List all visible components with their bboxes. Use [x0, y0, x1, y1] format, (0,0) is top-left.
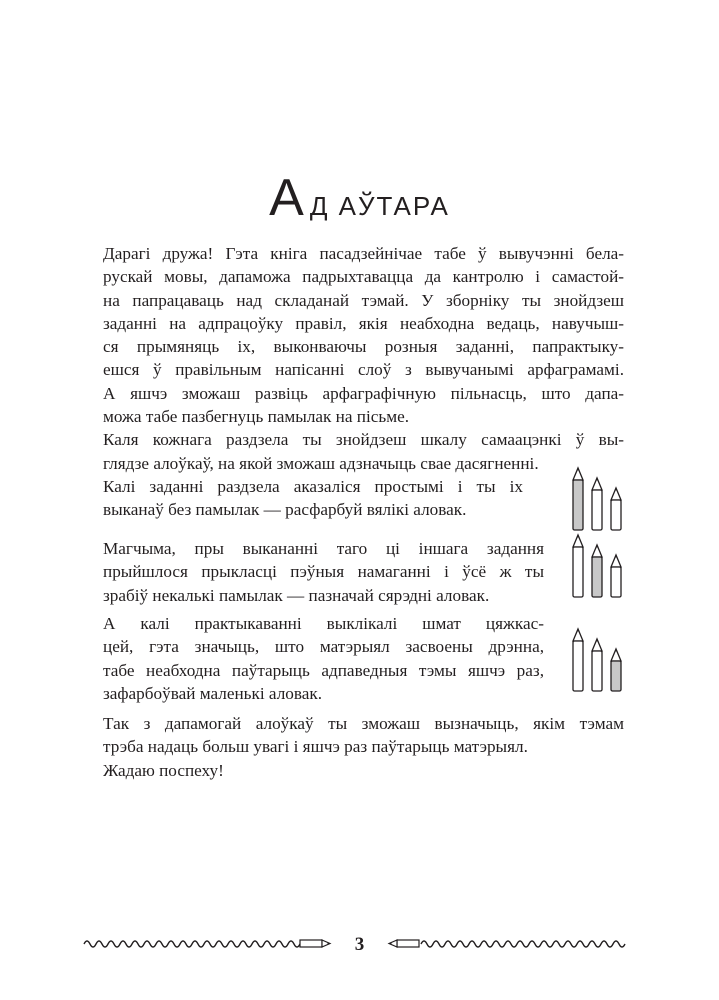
rating-paragraph-large: [103, 475, 523, 522]
page-title: [0, 168, 719, 228]
closing-paragraph: [103, 712, 624, 782]
rating-paragraph-small: [103, 612, 544, 705]
text-line: зрабіў некалькі памылак — пазначай сярэдні аловак.: [103, 585, 490, 605]
pencil-medium-icon: [592, 545, 602, 597]
text-line: трэба надаць больш увагі і яшчэ раз паўтарыць матэрыял.: [103, 737, 528, 757]
text-line: Дарагі дружа! Гэта кніга пасадзейнічае табе ў вывучэнні бела-: [103, 244, 624, 263]
text-line: заданні на адпрацоўку правіл, якія неабходна ведаць, навучыш-: [103, 313, 624, 333]
text-line: на папрацаваць над складанай тэмай. У зборніку ты знойдзеш: [103, 290, 624, 310]
text-line: А яшчэ зможаш развіць арфаграфічную пільнасць, што дапа-: [103, 383, 624, 403]
text-line: цей, гэта значыць, што матэрыял засвоены дрэнна,: [103, 637, 544, 657]
text-line: рускай мовы, дапаможа падрыхтавацца да кантролю і самастой-: [103, 267, 624, 287]
text-line: ешся ў правільным напісанні слоў з вывучанымі арфаграмамі.: [103, 360, 624, 380]
text-line: глядзе алоўкаў, на якой зможаш адзначыць свае дасягненні.: [103, 453, 539, 473]
text-line: прыйшлося прыкласці пэўныя намаганні і ўсё ж ты: [103, 562, 544, 582]
text-line: табе неабходна паўтарыць адпаведныя тэмы яшчэ раз,: [103, 660, 544, 680]
pencil-scale-medium-icon: [566, 533, 628, 603]
pencil-large-icon: [573, 629, 583, 691]
text-line: Магчыма, пры выкананні таго ці іншага задання: [103, 539, 544, 558]
text-line: можа табе пазбегнуць памылак на пісьме.: [103, 407, 410, 427]
pencil-small-icon: [611, 555, 621, 597]
pencil-scale-large-icon: [566, 466, 628, 536]
rating-paragraph-medium: [103, 537, 544, 607]
text-line: Так з дапамогай алоўкаў ты зможаш вызначыць, якім тэмам: [103, 714, 624, 733]
text-line: выканаў без памылак — расфарбуй вялікі аловак.: [103, 500, 467, 520]
page-number: 3: [354, 934, 365, 955]
text-line: Калі заданні раздзела аказаліся простымі і ты іх: [103, 477, 523, 496]
text-line: зафарбоўвай маленькі аловак.: [103, 683, 323, 703]
title-rest: Д АЎТАРА: [309, 191, 450, 221]
pencil-large-icon: [573, 468, 583, 530]
pencil-large-icon: [573, 535, 583, 597]
text-line: ся прымяняць іх, выконваючы розныя заданні, папрактыку-: [103, 337, 624, 357]
farewell-text: Жадаю поспеху!: [103, 760, 224, 780]
text-line: А калі практыкаванні выклікалі шмат цяжкас-: [103, 614, 544, 633]
pencil-medium-icon: [592, 639, 602, 691]
text-line: Каля кожнага раздзела ты знойдзеш шкалу самаацэнкі ў вы-: [103, 430, 624, 450]
pencil-scale-small-icon: [566, 627, 628, 697]
intro-paragraph: [103, 242, 624, 475]
pencil-small-icon: [611, 488, 621, 530]
title-initial: А: [269, 169, 302, 227]
pencil-medium-icon: [592, 478, 602, 530]
pencil-small-icon: [611, 649, 621, 691]
